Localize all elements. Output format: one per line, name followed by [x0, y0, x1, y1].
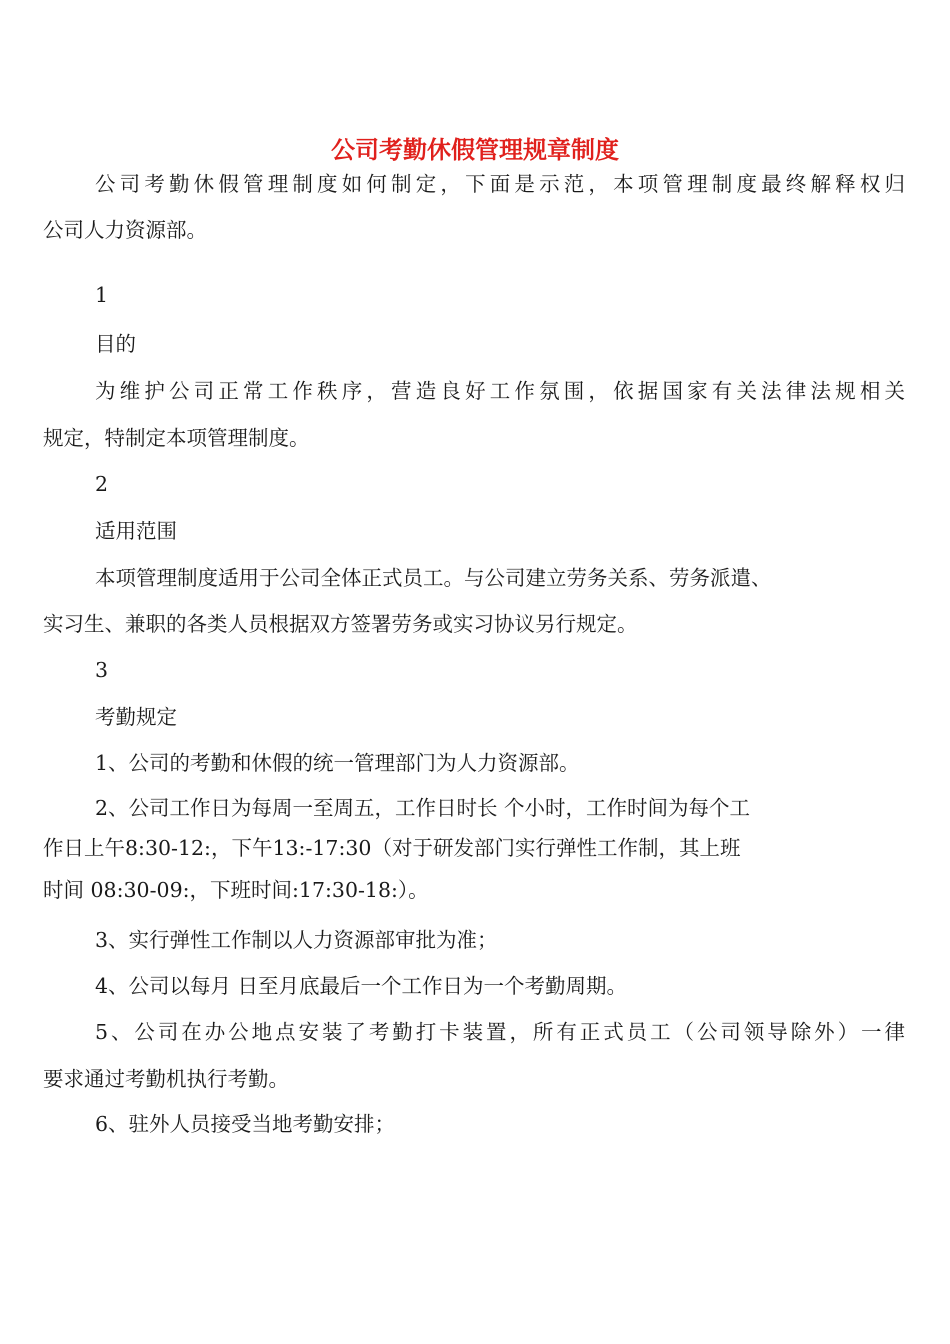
rule-item-5-line-1: 5、公司在办公地点安装了考勤打卡装置，所有正式员工（公司领导除外）一律 — [95, 1020, 905, 1044]
page-title: 公司考勤休假管理规章制度 — [331, 135, 619, 165]
rule-item-2-line-1: 2、公司工作日为每周一至周五，工作日时长 个小时，工作时间为每个工 — [95, 796, 751, 820]
section-number-3: 3 — [95, 658, 109, 682]
section-number-2: 2 — [95, 472, 109, 496]
scope-line-2: 实习生、兼职的各类人员根据双方签署劳务或实习协议另行规定。 — [43, 612, 638, 636]
intro-line-2: 公司人力资源部。 — [43, 218, 207, 242]
rule-item-5-line-2: 要求通过考勤机执行考勤。 — [43, 1067, 289, 1091]
rule-item-2-line-3: 时间 08:30-09:，下班时间:17:30-18:）。 — [43, 878, 429, 902]
rule-item-6: 6、驻外人员接受当地考勤安排； — [95, 1112, 396, 1136]
purpose-line-1: 为维护公司正常工作秩序，营造良好工作氛围，依据国家有关法律法规相关 — [95, 379, 905, 403]
section-heading-attendance: 考勤规定 — [95, 705, 177, 729]
rule-item-3: 3、实行弹性工作制以人力资源部审批为准； — [95, 928, 498, 952]
rule-item-2-line-2: 作日上午8:30-12:，下午13:-17:30（对于研发部门实行弹性工作制，其上班 — [43, 836, 741, 860]
purpose-line-2: 规定，特制定本项管理制度。 — [43, 426, 310, 450]
rule-item-1: 1、公司的考勤和休假的统一管理部门为人力资源部。 — [95, 751, 580, 775]
intro-line-1: 公司考勤休假管理制度如何制定，下面是示范，本项管理制度最终解释权归 — [95, 172, 905, 196]
scope-line-1: 本项管理制度适用于公司全体正式员工。与公司建立劳务关系、劳务派遣、 — [95, 566, 772, 590]
section-heading-purpose: 目的 — [95, 332, 136, 356]
rule-item-4: 4、公司以每月 日至月底最后一个工作日为一个考勤周期。 — [95, 974, 628, 998]
section-heading-scope: 适用范围 — [95, 519, 177, 543]
section-number-1: 1 — [95, 283, 109, 307]
